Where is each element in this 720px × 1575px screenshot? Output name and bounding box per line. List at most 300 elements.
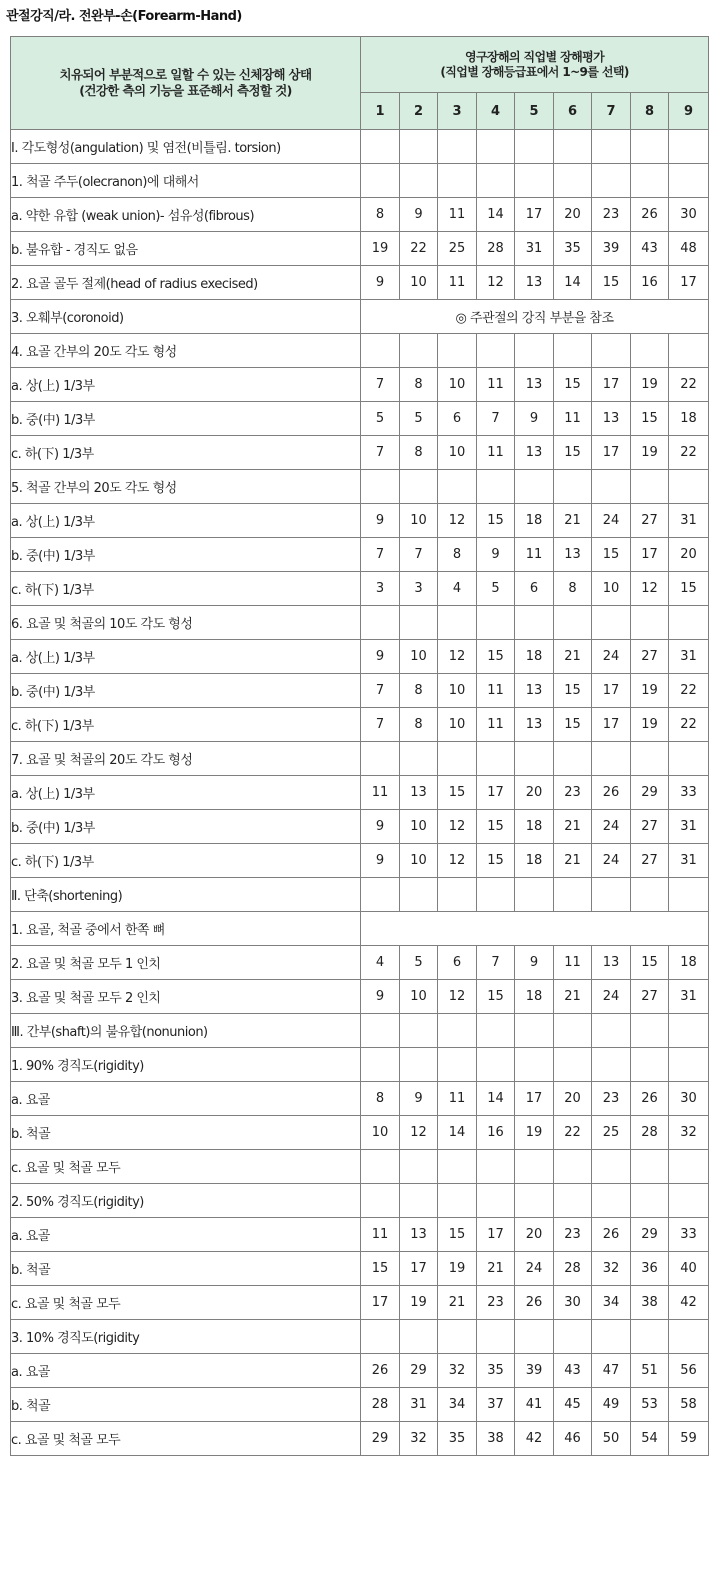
grade-value-cell: 11	[438, 266, 477, 300]
grade-value-cell	[361, 742, 400, 776]
grade-value-cell	[669, 1320, 709, 1354]
grade-value-cell: 10	[438, 436, 477, 470]
grade-value-cell: 9	[361, 980, 400, 1014]
grade-value-cell	[400, 1014, 438, 1048]
table-row	[11, 1116, 709, 1150]
grade-value-cell: 17	[515, 198, 554, 232]
row-label: 1. 90% 경직도(rigidity)	[11, 1048, 361, 1082]
grade-value-cell: 6	[438, 402, 477, 436]
grade-value-cell: 40	[669, 1252, 709, 1286]
grade-value-cell	[400, 1048, 438, 1082]
grade-value-cell	[361, 334, 400, 368]
rating-group-header	[361, 37, 709, 93]
grade-value-cell: 28	[477, 232, 515, 266]
grade-value-cell: 15	[477, 504, 515, 538]
grade-value-cell: 22	[669, 674, 709, 708]
grade-value-cell	[477, 1014, 515, 1048]
grade-value-cell	[592, 470, 631, 504]
grade-value-cell: 35	[438, 1422, 477, 1456]
grade-value-cell: 24	[592, 504, 631, 538]
grade-value-cell: 35	[554, 232, 592, 266]
grade-value-cell	[592, 1150, 631, 1184]
grade-value-cell	[515, 470, 554, 504]
grade-value-cell: 21	[477, 1252, 515, 1286]
grade-value-cell: 49	[592, 1388, 631, 1422]
grade-value-cell	[477, 1048, 515, 1082]
grade-value-cell: 15	[477, 640, 515, 674]
grade-value-cell: 31	[400, 1388, 438, 1422]
grade-value-cell	[592, 1014, 631, 1048]
reference-note: ◎ 주관절의 강직 부분을 참조	[361, 300, 709, 334]
table-row	[11, 1184, 709, 1218]
row-label: Ⅱ. 단축(shortening)	[11, 878, 361, 912]
grade-value-cell: 21	[438, 1286, 477, 1320]
grade-value-cell	[477, 742, 515, 776]
grade-value-cell: 39	[515, 1354, 554, 1388]
grade-value-cell	[400, 470, 438, 504]
table-row	[11, 742, 709, 776]
grade-value-cell: 15	[592, 266, 631, 300]
grade-value-cell: 20	[515, 1218, 554, 1252]
grade-value-cell: 15	[669, 572, 709, 606]
grade-value-cell: 17	[592, 674, 631, 708]
table-row	[11, 640, 709, 674]
grade-value-cell	[477, 1320, 515, 1354]
grade-value-cell: 15	[477, 844, 515, 878]
row-label: b. 불유합 - 경직도 없음	[11, 232, 361, 266]
grade-value-cell: 17	[361, 1286, 400, 1320]
grade-value-cell: 7	[361, 368, 400, 402]
grade-value-cell: 10	[400, 810, 438, 844]
grade-value-cell	[631, 878, 669, 912]
grade-value-cell: 19	[400, 1286, 438, 1320]
table-row	[11, 300, 709, 334]
grade-value-cell: 26	[515, 1286, 554, 1320]
grade-value-cell	[400, 606, 438, 640]
grade-value-cell: 10	[400, 980, 438, 1014]
row-label: c. 요골 및 척골 모두	[11, 1150, 361, 1184]
grade-column-header: 1	[361, 93, 400, 130]
grade-value-cell: 11	[515, 538, 554, 572]
grade-value-cell	[554, 1150, 592, 1184]
grade-value-cell: 20	[515, 776, 554, 810]
row-label: Ⅰ. 각도형성(angulation) 및 염전(비틀림. torsion)	[11, 130, 361, 164]
row-label: b. 척골	[11, 1116, 361, 1150]
grade-column-header: 6	[554, 93, 592, 130]
grade-value-cell: 11	[361, 776, 400, 810]
grade-value-cell	[477, 130, 515, 164]
grade-value-cell: 15	[631, 402, 669, 436]
grade-value-cell: 34	[592, 1286, 631, 1320]
grade-value-cell: 14	[477, 198, 515, 232]
grade-value-cell	[400, 334, 438, 368]
grade-value-cell	[554, 1048, 592, 1082]
grade-value-cell: 7	[477, 946, 515, 980]
grade-value-cell: 17	[477, 1218, 515, 1252]
grade-value-cell: 13	[592, 402, 631, 436]
row-label: b. 중(中) 1/3부	[11, 538, 361, 572]
grade-value-cell	[554, 130, 592, 164]
grade-value-cell	[515, 334, 554, 368]
grade-value-cell	[477, 1150, 515, 1184]
grade-value-cell: 11	[477, 708, 515, 742]
table-row	[11, 572, 709, 606]
grade-column-header: 7	[592, 93, 631, 130]
table-row	[11, 334, 709, 368]
grade-value-cell: 21	[554, 844, 592, 878]
grade-value-cell: 8	[554, 572, 592, 606]
table-row	[11, 776, 709, 810]
grade-value-cell: 3	[361, 572, 400, 606]
grade-value-cell: 9	[477, 538, 515, 572]
table-row	[11, 1048, 709, 1082]
grade-value-cell	[669, 334, 709, 368]
grade-value-cell: 5	[477, 572, 515, 606]
table-row	[11, 266, 709, 300]
grade-value-cell	[438, 1048, 477, 1082]
grade-value-cell: 10	[438, 708, 477, 742]
row-label: 6. 요골 및 척골의 10도 각도 형성	[11, 606, 361, 640]
row-label: 5. 척골 간부의 20도 각도 형성	[11, 470, 361, 504]
grade-value-cell: 13	[400, 1218, 438, 1252]
table-row	[11, 1422, 709, 1456]
table-row	[11, 1388, 709, 1422]
grade-value-cell: 19	[515, 1116, 554, 1150]
grade-value-cell: 56	[669, 1354, 709, 1388]
grade-value-cell	[400, 130, 438, 164]
page-title: 관절강직/라. 전완부-손(Forearm-Hand)	[6, 9, 242, 24]
grade-value-cell	[438, 742, 477, 776]
grade-value-cell	[400, 164, 438, 198]
grade-value-cell	[554, 878, 592, 912]
merged-empty-cell	[361, 912, 709, 946]
row-label: a. 요골	[11, 1218, 361, 1252]
grade-value-cell	[669, 130, 709, 164]
rating-header-line1: 영구장해의 직업별 장해평가	[465, 49, 605, 64]
table-body	[11, 130, 709, 1456]
grade-value-cell: 30	[669, 1082, 709, 1116]
grade-value-cell: 26	[631, 1082, 669, 1116]
grade-value-cell	[438, 470, 477, 504]
row-label: c. 하(下) 1/3부	[11, 572, 361, 606]
grade-value-cell: 7	[400, 538, 438, 572]
table-row	[11, 980, 709, 1014]
grade-value-cell	[361, 130, 400, 164]
grade-value-cell: 42	[515, 1422, 554, 1456]
grade-value-cell: 12	[438, 980, 477, 1014]
grade-value-cell: 42	[669, 1286, 709, 1320]
row-label: 7. 요골 및 척골의 20도 각도 형성	[11, 742, 361, 776]
grade-value-cell	[515, 1014, 554, 1048]
row-label: c. 하(下) 1/3부	[11, 708, 361, 742]
grade-value-cell	[438, 334, 477, 368]
grade-value-cell: 8	[400, 708, 438, 742]
grade-value-cell: 59	[669, 1422, 709, 1456]
grade-value-cell: 43	[554, 1354, 592, 1388]
grade-value-cell: 18	[669, 946, 709, 980]
grade-value-cell	[438, 1320, 477, 1354]
grade-value-cell	[361, 470, 400, 504]
table-row	[11, 130, 709, 164]
grade-value-cell: 53	[631, 1388, 669, 1422]
grade-value-cell	[438, 130, 477, 164]
table-row	[11, 1082, 709, 1116]
table-row	[11, 878, 709, 912]
grade-value-cell: 32	[669, 1116, 709, 1150]
grade-value-cell	[361, 164, 400, 198]
grade-value-cell: 12	[438, 844, 477, 878]
grade-value-cell	[592, 334, 631, 368]
grade-value-cell: 15	[554, 368, 592, 402]
grade-value-cell: 20	[554, 1082, 592, 1116]
grade-value-cell: 12	[477, 266, 515, 300]
grade-value-cell: 6	[438, 946, 477, 980]
grade-value-cell: 33	[669, 1218, 709, 1252]
row-label: b. 중(中) 1/3부	[11, 810, 361, 844]
grade-value-cell	[592, 1320, 631, 1354]
grade-value-cell: 17	[631, 538, 669, 572]
grade-value-cell	[631, 1014, 669, 1048]
grade-value-cell: 45	[554, 1388, 592, 1422]
row-label: 3. 10% 경직도(rigidity	[11, 1320, 361, 1354]
grade-value-cell: 13	[515, 436, 554, 470]
grade-value-cell: 18	[515, 640, 554, 674]
grade-value-cell: 24	[515, 1252, 554, 1286]
grade-value-cell	[515, 606, 554, 640]
grade-value-cell	[554, 1014, 592, 1048]
grade-value-cell: 17	[592, 708, 631, 742]
grade-value-cell: 8	[400, 674, 438, 708]
row-label: a. 상(上) 1/3부	[11, 776, 361, 810]
row-label: 3. 오훼부(coronoid)	[11, 300, 361, 334]
grade-value-cell: 31	[669, 640, 709, 674]
grade-value-cell	[554, 334, 592, 368]
grade-value-cell: 14	[438, 1116, 477, 1150]
grade-value-cell: 24	[592, 980, 631, 1014]
grade-column-header: 4	[477, 93, 515, 130]
grade-value-cell	[400, 742, 438, 776]
grade-value-cell: 10	[400, 640, 438, 674]
grade-value-cell: 9	[361, 810, 400, 844]
grade-value-cell: 30	[669, 198, 709, 232]
table-row	[11, 1354, 709, 1388]
grade-value-cell	[669, 742, 709, 776]
grade-value-cell	[361, 878, 400, 912]
grade-value-cell: 5	[400, 402, 438, 436]
grade-value-cell	[361, 1320, 400, 1354]
grade-value-cell: 13	[515, 708, 554, 742]
grade-value-cell	[477, 164, 515, 198]
table-row	[11, 504, 709, 538]
grade-value-cell: 22	[669, 368, 709, 402]
grade-value-cell	[554, 742, 592, 776]
condition-header-line1: 치유되어 부분적으로 일할 수 있는 신체장해 상태	[59, 67, 312, 82]
grade-value-cell: 3	[400, 572, 438, 606]
grade-value-cell: 10	[400, 266, 438, 300]
grade-value-cell: 13	[592, 946, 631, 980]
grade-value-cell: 6	[515, 572, 554, 606]
grade-value-cell: 17	[400, 1252, 438, 1286]
grade-value-cell	[669, 1014, 709, 1048]
grade-value-cell: 27	[631, 640, 669, 674]
grade-value-cell: 8	[361, 1082, 400, 1116]
grade-value-cell: 20	[554, 198, 592, 232]
grade-value-cell	[438, 1184, 477, 1218]
grade-value-cell	[631, 606, 669, 640]
grade-value-cell	[669, 1150, 709, 1184]
grade-value-cell: 15	[631, 946, 669, 980]
grade-value-cell	[554, 470, 592, 504]
grade-value-cell	[400, 878, 438, 912]
grade-value-cell: 23	[592, 1082, 631, 1116]
grade-value-cell: 11	[477, 674, 515, 708]
table-row	[11, 538, 709, 572]
table-row	[11, 606, 709, 640]
grade-value-cell: 22	[669, 436, 709, 470]
grade-value-cell: 17	[592, 436, 631, 470]
grade-value-cell	[631, 1048, 669, 1082]
grade-value-cell: 18	[669, 402, 709, 436]
grade-value-cell: 28	[554, 1252, 592, 1286]
grade-value-cell: 54	[631, 1422, 669, 1456]
grade-value-cell: 9	[361, 640, 400, 674]
grade-value-cell: 29	[631, 776, 669, 810]
grade-value-cell	[438, 606, 477, 640]
grade-value-cell: 9	[515, 402, 554, 436]
grade-value-cell: 38	[477, 1422, 515, 1456]
grade-value-cell	[361, 1150, 400, 1184]
grade-value-cell: 19	[631, 708, 669, 742]
grade-value-cell	[361, 1048, 400, 1082]
grade-value-cell: 10	[400, 504, 438, 538]
grade-value-cell: 25	[438, 232, 477, 266]
row-label: 4. 요골 간부의 20도 각도 형성	[11, 334, 361, 368]
grade-value-cell: 26	[592, 1218, 631, 1252]
row-label: 2. 요골 및 척골 모두 1 인치	[11, 946, 361, 980]
grade-value-cell	[361, 606, 400, 640]
row-label: 2. 50% 경직도(rigidity)	[11, 1184, 361, 1218]
grade-column-header: 2	[400, 93, 438, 130]
grade-value-cell: 15	[477, 810, 515, 844]
grade-value-cell: 9	[400, 1082, 438, 1116]
grade-value-cell	[631, 164, 669, 198]
grade-value-cell	[554, 606, 592, 640]
grade-value-cell: 25	[592, 1116, 631, 1150]
grade-value-cell: 11	[554, 402, 592, 436]
grade-value-cell: 9	[400, 198, 438, 232]
row-label: b. 중(中) 1/3부	[11, 674, 361, 708]
grade-value-cell	[515, 1184, 554, 1218]
grade-value-cell: 18	[515, 844, 554, 878]
grade-value-cell: 46	[554, 1422, 592, 1456]
grade-value-cell: 31	[669, 810, 709, 844]
grade-value-cell	[669, 470, 709, 504]
grade-value-cell: 7	[361, 436, 400, 470]
grade-value-cell: 17	[515, 1082, 554, 1116]
row-label: 3. 요골 및 척골 모두 2 인치	[11, 980, 361, 1014]
grade-value-cell: 15	[438, 776, 477, 810]
row-label: c. 요골 및 척골 모두	[11, 1422, 361, 1456]
grade-value-cell	[477, 606, 515, 640]
grade-value-cell	[477, 1184, 515, 1218]
grade-value-cell: 26	[592, 776, 631, 810]
grade-value-cell: 21	[554, 980, 592, 1014]
grade-value-cell	[592, 1048, 631, 1082]
grade-value-cell: 32	[592, 1252, 631, 1286]
grade-value-cell: 12	[631, 572, 669, 606]
grade-value-cell	[669, 164, 709, 198]
grade-value-cell: 17	[669, 266, 709, 300]
grade-value-cell	[477, 878, 515, 912]
grade-value-cell: 32	[400, 1422, 438, 1456]
grade-value-cell: 10	[361, 1116, 400, 1150]
row-label: Ⅲ. 간부(shaft)의 불유합(nonunion)	[11, 1014, 361, 1048]
grade-value-cell: 38	[631, 1286, 669, 1320]
grade-value-cell: 19	[361, 232, 400, 266]
grade-value-cell: 15	[554, 708, 592, 742]
grade-value-cell: 15	[554, 436, 592, 470]
grade-value-cell	[592, 878, 631, 912]
grade-value-cell: 47	[592, 1354, 631, 1388]
grade-value-cell	[669, 1048, 709, 1082]
grade-value-cell	[592, 164, 631, 198]
grade-value-cell	[631, 1320, 669, 1354]
grade-value-cell: 18	[515, 810, 554, 844]
grade-value-cell: 9	[361, 844, 400, 878]
grade-value-cell: 13	[515, 368, 554, 402]
grade-value-cell: 22	[669, 708, 709, 742]
grade-value-cell: 27	[631, 810, 669, 844]
grade-value-cell: 24	[592, 844, 631, 878]
grade-value-cell	[631, 334, 669, 368]
table-row	[11, 436, 709, 470]
grade-value-cell	[515, 742, 554, 776]
grade-value-cell: 16	[477, 1116, 515, 1150]
grade-value-cell: 58	[669, 1388, 709, 1422]
grade-value-cell: 33	[669, 776, 709, 810]
grade-value-cell: 12	[438, 640, 477, 674]
table-row	[11, 232, 709, 266]
grade-value-cell: 31	[669, 844, 709, 878]
grade-value-cell: 7	[477, 402, 515, 436]
grade-value-cell	[631, 470, 669, 504]
grade-value-cell: 15	[477, 980, 515, 1014]
grade-value-cell	[554, 164, 592, 198]
row-label: b. 척골	[11, 1252, 361, 1286]
grade-value-cell: 16	[631, 266, 669, 300]
grade-value-cell: 27	[631, 504, 669, 538]
grade-value-cell: 5	[400, 946, 438, 980]
row-label: 1. 척골 주두(olecranon)에 대해서	[11, 164, 361, 198]
grade-value-cell: 11	[361, 1218, 400, 1252]
grade-value-cell	[400, 1320, 438, 1354]
grade-value-cell	[592, 1184, 631, 1218]
grade-value-cell: 21	[554, 504, 592, 538]
grade-value-cell: 11	[438, 1082, 477, 1116]
grade-value-cell: 24	[592, 810, 631, 844]
grade-value-cell: 19	[438, 1252, 477, 1286]
row-label: b. 중(中) 1/3부	[11, 402, 361, 436]
grade-value-cell: 8	[438, 538, 477, 572]
table-row	[11, 1320, 709, 1354]
grade-column-header: 9	[669, 93, 709, 130]
grade-value-cell	[554, 1320, 592, 1354]
table-row	[11, 844, 709, 878]
grade-value-cell: 37	[477, 1388, 515, 1422]
grade-value-cell: 27	[631, 980, 669, 1014]
grade-value-cell	[438, 1014, 477, 1048]
grade-value-cell: 26	[361, 1354, 400, 1388]
